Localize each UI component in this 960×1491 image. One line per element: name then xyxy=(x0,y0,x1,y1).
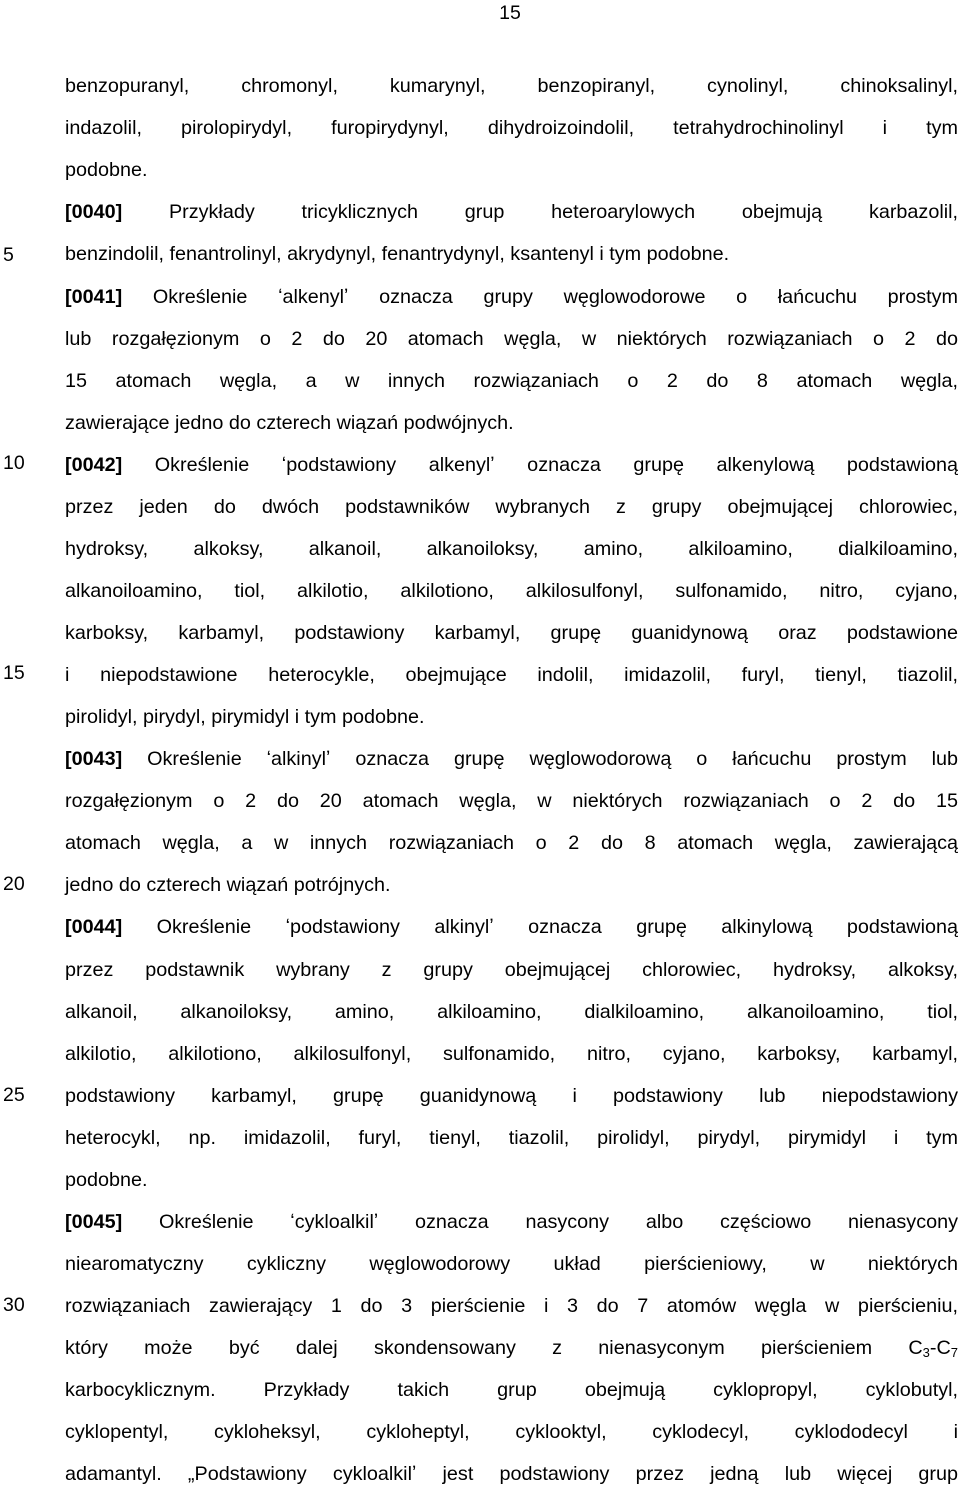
paragraph-id: [0044] xyxy=(65,916,123,938)
text-line: heterocykl, np. imidazolil, furyl, tienyl, tiazolil, pirolidyl, pirydyl, pirymidyl i tym xyxy=(65,1127,958,1149)
line-number: 20 xyxy=(3,873,25,895)
text-line: niearomatyczny cykliczny węglowodorowy układ pierścieniowy, w niektórych xyxy=(65,1253,958,1275)
text-line: zawierające jedno do czterech wiązań podwójnych. xyxy=(65,412,514,434)
paragraph-id: [0043] xyxy=(65,748,123,770)
text-line: przez jeden do dwóch podstawników wybranych z grupy obejmującej chlorowiec, xyxy=(65,496,958,518)
text-span: Przykłady tricyklicznych grup heteroarylowych obejmują karbazolil, xyxy=(168,201,959,223)
text-line: indazolil, pirolopirydyl, furopirydynyl, dihydroizoindolil, tetrahydrochinolinyl i tym xyxy=(65,117,958,139)
page-number: 15 xyxy=(499,2,521,24)
paragraph-id: [0042] xyxy=(65,454,123,476)
text-line: hydroksy, alkoksy, alkanoil, alkanoiloksy, amino, alkiloamino, dialkiloamino, xyxy=(65,538,958,560)
text-span: który może być dalej skondensowany z nienasyconym pierścieniem C xyxy=(65,1337,923,1359)
text-line xyxy=(65,916,958,938)
text-span: Określenie ʻpodstawiony alkenylʼ oznacza grupę alkenylową podstawioną xyxy=(154,454,958,476)
subscript: 7 xyxy=(950,1345,958,1360)
subscript: 3 xyxy=(922,1345,930,1360)
text-line: podobne. xyxy=(65,159,148,181)
text-line: adamantyl. „Podstawiony cykloalkilʼ jest podstawiony przez jedną lub więcej grup xyxy=(65,1463,958,1485)
text-line: karbocyklicznym. Przykłady takich grup obejmują cyklopropyl, cyklobutyl, xyxy=(65,1379,958,1401)
text-line: cyklopentyl, cykloheksyl, cykloheptyl, cyklooktyl, cyklodecyl, cyklododecyl i xyxy=(65,1421,958,1443)
text-line: pirolidyl, pirydyl, pirymidyl i tym podobne. xyxy=(65,706,425,728)
text-line: przez podstawnik wybrany z grupy obejmującej chlorowiec, hydroksy, alkoksy, xyxy=(65,959,958,981)
text-span: Określenie ʻalkinylʼ oznacza grupę węglowodorową o łańcuchu prostym lub xyxy=(147,748,959,770)
text-line xyxy=(65,748,958,770)
text-line: benzindolil, fenantrolinyl, akrydynyl, fenantrydynyl, ksantenyl i tym podobne. xyxy=(65,243,730,265)
text-line: i niepodstawione heterocykle, obejmujące indolil, imidazolil, furyl, tienyl, tiazolil, xyxy=(65,664,958,686)
text-span: Określenie ʻcykloalkilʼ oznacza nasycony albo częściowo nienasycony xyxy=(158,1211,958,1233)
line-number: 10 xyxy=(3,452,25,474)
text-line: alkanoil, alkanoiloksy, amino, alkiloamino, dialkiloamino, alkanoiloamino, tiol, xyxy=(65,1001,958,1023)
text-line: rozgałęzionym o 2 do 20 atomach węgla, w niektórych rozwiązaniach o 2 do 15 xyxy=(65,790,958,812)
text-line: alkilotio, alkilotiono, alkilosulfonyl, sulfonamido, nitro, cyjano, karboksy, karbamyl, xyxy=(65,1043,958,1065)
text-line: benzopuranyl, chromonyl, kumarynyl, benzopiranyl, cynolinyl, chinoksalinyl, xyxy=(65,75,958,97)
paragraph-id: [0041] xyxy=(65,286,123,308)
line-number: 30 xyxy=(3,1294,25,1316)
text-line xyxy=(65,1211,958,1233)
text-line: lub rozgałęzionym o 2 do 20 atomach węgla, w niektórych rozwiązaniach o 2 do xyxy=(65,328,958,350)
text-span: -C xyxy=(929,1337,951,1359)
text-line: alkanoiloamino, tiol, alkilotio, alkilotiono, alkilosulfonyl, sulfonamido, nitro, cyjano, xyxy=(65,580,958,602)
line-number: 5 xyxy=(3,244,14,266)
text-line: podstawiony karbamyl, grupę guanidynową i podstawiony lub niepodstawiony xyxy=(65,1085,958,1107)
text-line xyxy=(65,454,958,476)
text-line: podobne. xyxy=(65,1169,148,1191)
paragraph-id: [0040] xyxy=(65,201,123,223)
text-line: 15 atomach węgla, a w innych rozwiązaniach o 2 do 8 atomach węgla, xyxy=(65,370,958,392)
line-number: 25 xyxy=(3,1084,25,1106)
text-span: Określenie ʻpodstawiony alkinylʼ oznacza grupę alkinylową podstawioną xyxy=(156,916,958,938)
text-line xyxy=(65,201,958,223)
paragraph-id: [0045] xyxy=(65,1211,123,1233)
line-number: 15 xyxy=(3,662,25,684)
text-line: karboksy, karbamyl, podstawiony karbamyl, grupę guanidynową oraz podstawione xyxy=(65,622,958,644)
text-span: Określenie ʻalkenylʼ oznacza grupy węglowodorowe o łańcuchu prostym xyxy=(152,286,958,308)
text-line: atomach węgla, a w innych rozwiązaniach o 2 do 8 atomach węgla, zawierającą xyxy=(65,832,958,854)
text-line xyxy=(65,286,958,308)
text-line: jedno do czterech wiązań potrójnych. xyxy=(65,874,391,896)
text-line: rozwiązaniach zawierający 1 do 3 pierścienie i 3 do 7 atomów węgla w pierścieniu, xyxy=(65,1295,958,1317)
text-line xyxy=(65,1337,958,1359)
